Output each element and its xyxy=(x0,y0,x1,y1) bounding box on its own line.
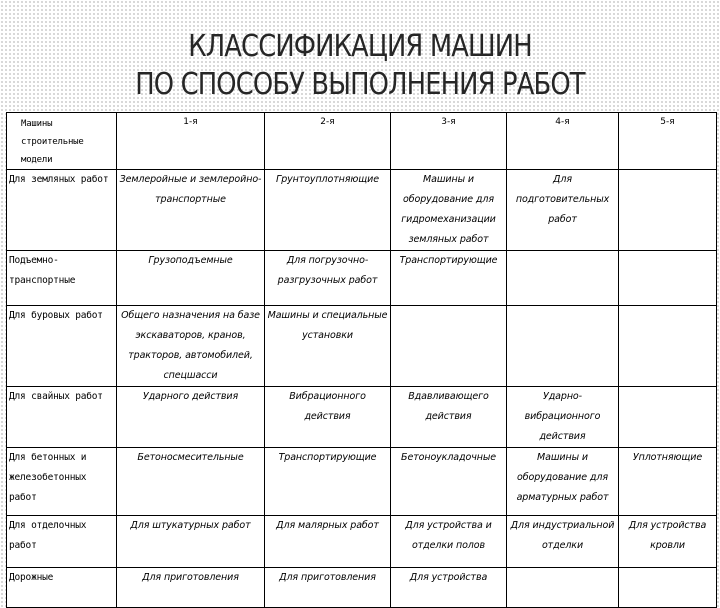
slide-title-line-2: ПО СПОСОБУ ВЫПОЛНЕНИЯ РАБОТ xyxy=(135,67,585,102)
table-cell: Бетоносмесительные xyxy=(117,448,265,516)
slide-title-line-1: КЛАССИФИКАЦИЯ МАШИН xyxy=(188,29,532,64)
table-cell: Для устройства кровли xyxy=(619,516,717,568)
table-cell: Для малярных работ xyxy=(265,516,391,568)
table-cell: Для приготовления xyxy=(117,568,265,608)
table-cell: Для индустриальной отделки xyxy=(507,516,619,568)
table-row xyxy=(7,387,717,448)
table-cell: Вдавливающего действия xyxy=(391,387,507,448)
table-row xyxy=(7,306,717,387)
table-cell xyxy=(391,306,507,387)
table-row xyxy=(7,251,717,306)
row-label: Для земляных работ xyxy=(7,170,117,251)
table-cell: Вибрационного действия xyxy=(265,387,391,448)
table-cell: Для приготовления xyxy=(265,568,391,608)
table-row xyxy=(7,448,717,516)
table-cell: Машины и оборудование для гидромеханизации земляных работ xyxy=(391,170,507,251)
table-cell: Грузоподъемные xyxy=(117,251,265,306)
table-cell: Ударно-вибрационного действия xyxy=(507,387,619,448)
table-row xyxy=(7,170,717,251)
table-cell: Транспортирующие xyxy=(391,251,507,306)
table-cell: Бетоноукладочные xyxy=(391,448,507,516)
table-cell: Для погрузочно-разгрузочных работ xyxy=(265,251,391,306)
row-label: Подъемно-транспортные xyxy=(7,251,117,306)
table-cell xyxy=(619,387,717,448)
table-cell xyxy=(507,306,619,387)
table-cell: Ударного действия xyxy=(117,387,265,448)
column-header: 2-я xyxy=(265,113,391,170)
table-cell xyxy=(619,306,717,387)
table-cell xyxy=(507,251,619,306)
table-cell: Грунтоуплотняющие xyxy=(265,170,391,251)
table-corner-cell: Машины строительные модели xyxy=(7,113,117,170)
row-label: Для отделочных работ xyxy=(7,516,117,568)
table-cell: Для устройства и отделки полов xyxy=(391,516,507,568)
table-cell: Землеройные и землеройно-транспортные xyxy=(117,170,265,251)
table-cell: Машины и специальные установки xyxy=(265,306,391,387)
table-cell: Транспортирующие xyxy=(265,448,391,516)
column-header: 4-я xyxy=(507,113,619,170)
table-cell xyxy=(507,568,619,608)
row-label: Для бетонных и железобетонных работ xyxy=(7,448,117,516)
slide-title xyxy=(50,28,669,104)
table-cell xyxy=(619,251,717,306)
table-row xyxy=(7,568,717,608)
table-cell: Машины и оборудование для арматурных работ xyxy=(507,448,619,516)
table-cell: Для штукатурных работ xyxy=(117,516,265,568)
row-label: Дорожные xyxy=(7,568,117,608)
row-label: Для свайных работ xyxy=(7,387,117,448)
table-cell: Общего назначения на базе экскаваторов, кранов, тракторов, автомобилей, спецшасси xyxy=(117,306,265,387)
table-cell xyxy=(619,170,717,251)
classification-table xyxy=(6,112,717,608)
table-cell: Уплотняющие xyxy=(619,448,717,516)
row-label: Для буровых работ xyxy=(7,306,117,387)
table-cell: Для устройства xyxy=(391,568,507,608)
column-header: 1-я xyxy=(117,113,265,170)
column-header: 3-я xyxy=(391,113,507,170)
table-row xyxy=(7,516,717,568)
table-cell: Для подготовительных работ xyxy=(507,170,619,251)
table-cell xyxy=(619,568,717,608)
column-header: 5-я xyxy=(619,113,717,170)
table-header-row xyxy=(7,113,717,170)
